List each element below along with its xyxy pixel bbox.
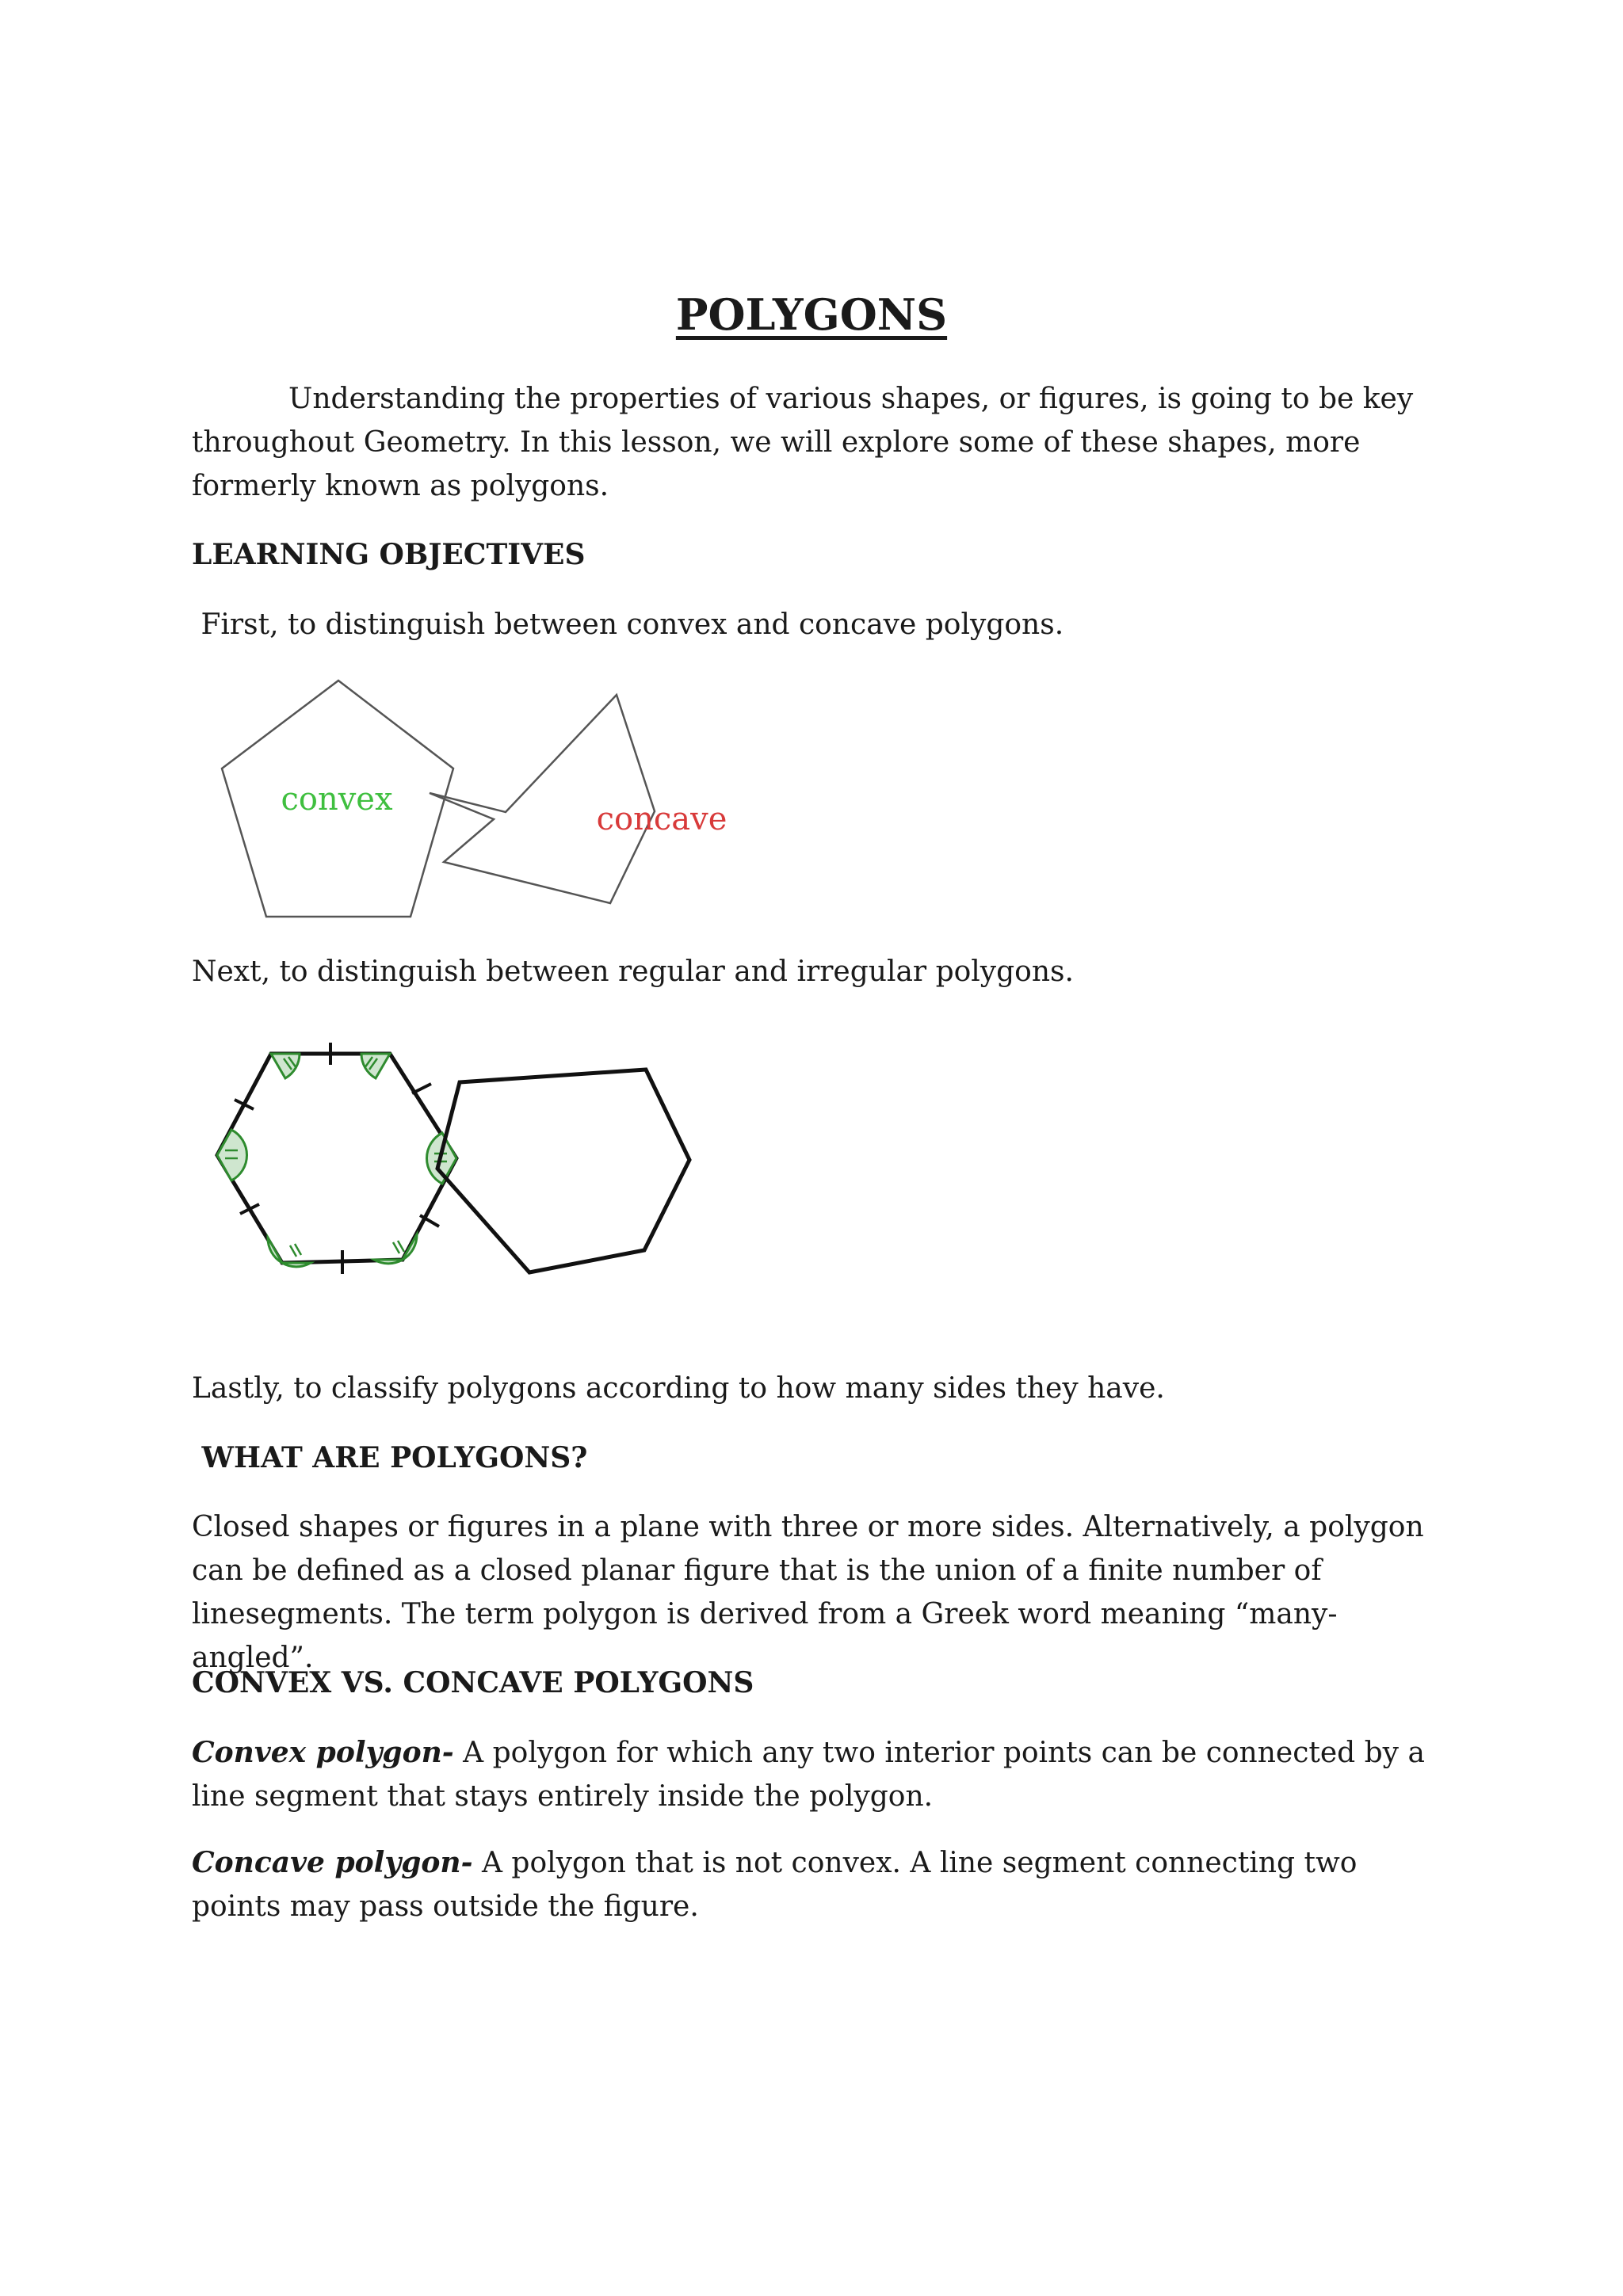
regular-hexagon-shape (217, 1043, 456, 1274)
what-are-polygons-heading: WHAT ARE POLYGONS? (192, 1441, 588, 1474)
convex-term: Convex polygon- (192, 1736, 454, 1769)
concave-definition (192, 1841, 1444, 1928)
convex-vs-concave-heading: CONVEX VS. CONCAVE POLYGONS (192, 1666, 754, 1699)
convex-definition-text: A polygon for which any two interior points can be connected by a line segment that stays entirely inside the polygon. (192, 1737, 1425, 1813)
objective-3: Lastly, to classify polygons according to how many sides they have. (192, 1372, 1165, 1405)
objective-1: First, to distinguish between convex and concave polygons. (192, 608, 1064, 641)
page-title: POLYGONS (675, 289, 948, 340)
concave-definition-text: A polygon that is not convex. A line segment connecting two points may pass outside the figure. (192, 1847, 1358, 1923)
concave-label: concave (596, 801, 727, 837)
regular-irregular-figure (206, 1038, 808, 1291)
what-are-polygons-paragraph: Closed shapes or figures in a plane with three or more sides. Alternatively, a polygon can be defined as a closed planar figure that is the union of a finite number of linesegments. The term polygon is derived from a Greek word meaning “many-angled”. (192, 1511, 1424, 1674)
convex-definition (192, 1731, 1444, 1818)
intro-paragraph: Understanding the properties of various shapes, or figures, is going to be key throughout Geometry. In this lesson, we will explore some of these shapes, more formerly known as polygons. (192, 383, 1414, 502)
objective-2: Next, to distinguish between regular and irregular polygons. (192, 955, 1074, 988)
convex-label: convex (281, 781, 393, 818)
convex-concave-figure (214, 673, 769, 935)
learning-objectives-heading: LEARNING OBJECTIVES (192, 538, 586, 571)
concave-polygon-shape (430, 695, 655, 903)
irregular-hexagon-shape (437, 1070, 689, 1272)
concave-term: Concave polygon- (192, 1846, 473, 1879)
